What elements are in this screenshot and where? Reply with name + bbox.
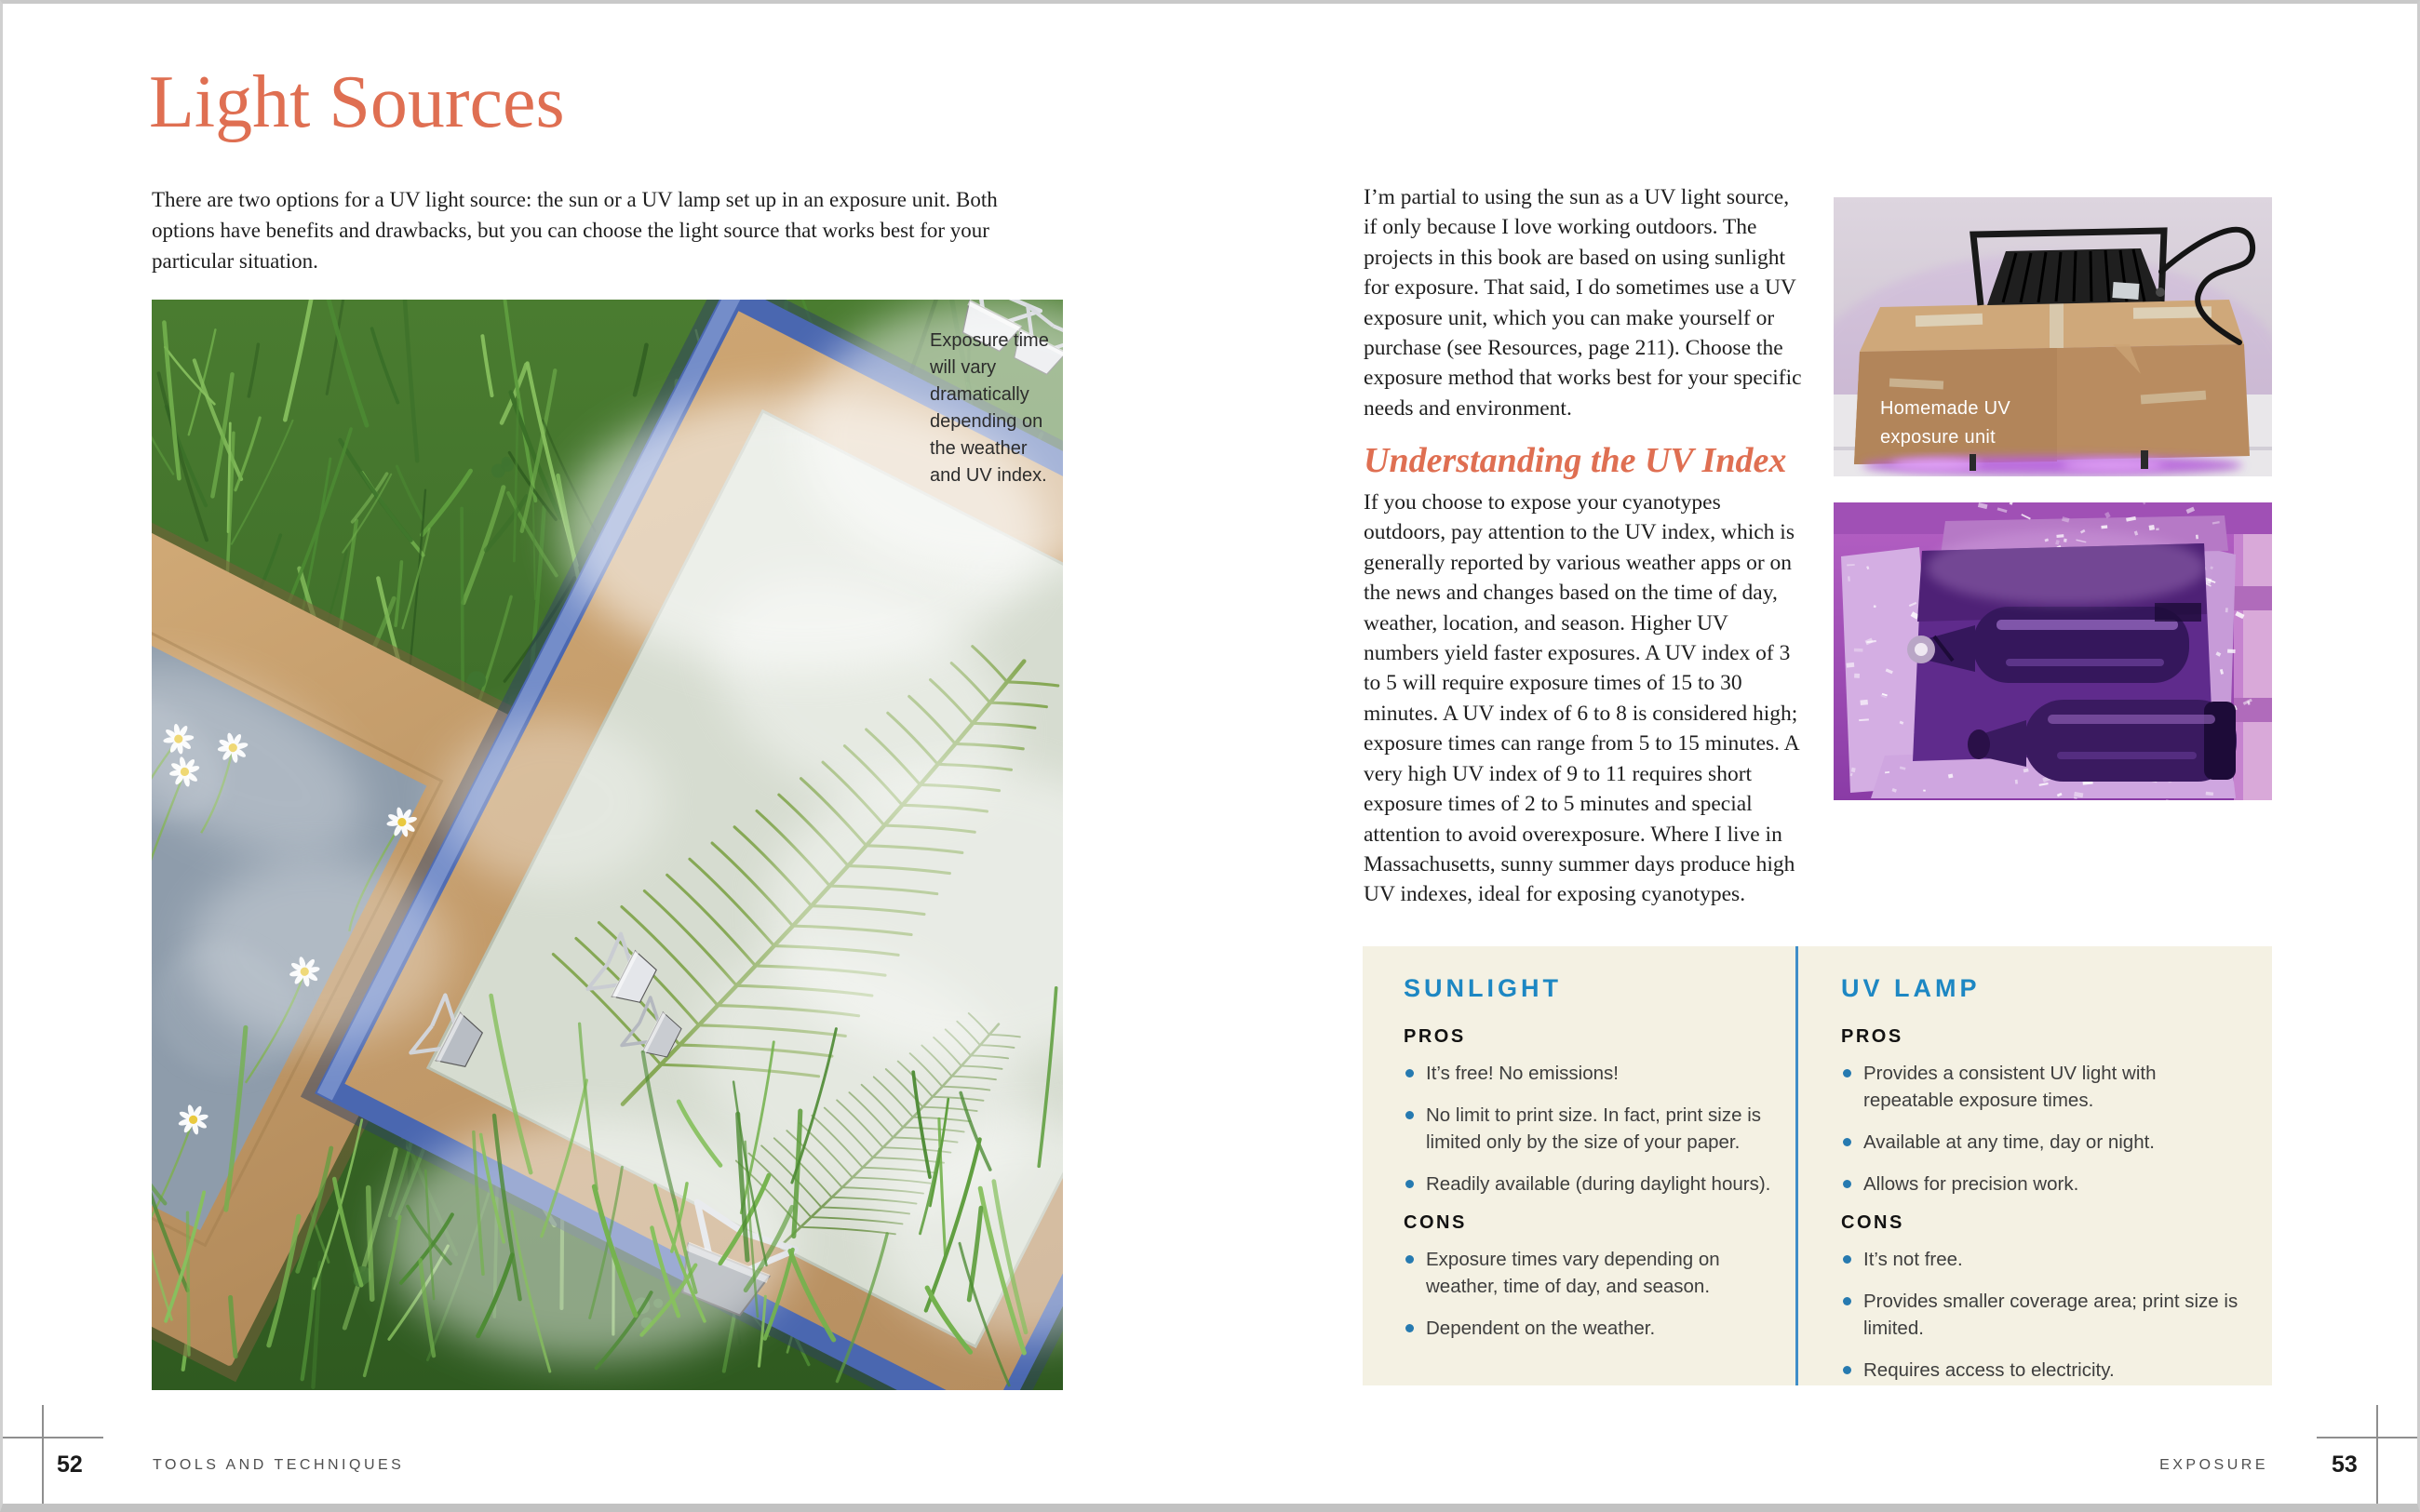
bullet-item: Provides a consistent UV light with repeatable exposure times. [1841,1060,2243,1114]
uv-lamp-column [1841,974,2243,1398]
bullet-dot [1843,1180,1851,1188]
page-number-right: 53 [2332,1452,2358,1478]
sunlight-column [1404,974,1774,1357]
bullet-dot [1405,1255,1414,1264]
bullet-dot [1405,1180,1414,1188]
footer-section-left: TOOLS AND TECHNIQUES [153,1457,405,1473]
sunlight-pros-list [1404,1060,1774,1198]
page-number-left: 52 [57,1452,83,1478]
sunlight-pros-label: PROS [1404,1026,1466,1047]
bullet-item: Requires access to electricity. [1841,1357,2243,1384]
uv-index-heading: Understanding the UV Index [1364,441,1787,481]
footer-rule-right [2317,1437,2417,1438]
right-text-column [1364,182,1805,910]
bullet-item: Dependent on the weather. [1404,1315,1774,1342]
uv-unit-photo-caption: Homemade UV exposure unit [1880,398,2011,448]
uv-lamp-cons-list [1841,1246,2243,1384]
photo-caption: Exposure time will vary dramatically depending on the weather and UV index. [930,330,1049,486]
uv-lamp-pros-label: PROS [1841,1026,1903,1047]
bullet-item: Allows for precision work. [1841,1171,2243,1198]
uv-index-paragraph: If you choose to expose your cyanotypes outdoors, pay attention to the UV index, which is generally reported by various weather apps or on the news and changes based on the time of day, weather, location, and season. Higher UV numbers yield faster exposures. A UV index of 3 to 5 will require exposure times of 15 to 30 minutes. A UV index of 6 to 8 is considered high; exposure times can range from 5 to 15 minutes. A very high UV index of 9 to 11 requires short exposure times of 2 to 5 minutes and special attention to avoid overexposure. Where I live in Massachusetts, sunny summer days produce high UV indexes, ideal for exposing cyanotypes. [1364,490,1799,907]
bullet-dot [1843,1366,1851,1374]
intro-paragraph: There are two options for a UV light source: the sun or a UV lamp set up in an exposure unit. Both options have benefits and drawbacks, but you can choose the light source that works best for your particular situation. [152,188,998,273]
footer-rule-left [3,1437,103,1438]
bullet-item: It’s not free. [1841,1246,2243,1273]
bullet-dot [1405,1111,1414,1119]
bullet-item: No limit to print size. In fact, print size is limited only by the size of your paper. [1404,1102,1774,1156]
bullet-dot [1843,1069,1851,1077]
bullet-dot [1843,1138,1851,1146]
sunlight-cons-list [1404,1246,1774,1342]
uv-lamp-cons-label: CONS [1841,1212,1904,1233]
bullet-item: Provides smaller coverage area; print size is limited. [1841,1288,2243,1342]
bullet-dot [1405,1069,1414,1077]
bullet-item: Readily available (during daylight hours). [1404,1171,1774,1198]
photo-homemade-uv-exposure-unit [1834,197,2272,476]
comparison-divider [1795,946,1798,1385]
bullet-item: It’s free! No emissions! [1404,1060,1774,1087]
bullet-dot [1843,1255,1851,1264]
bullet-dot [1843,1297,1851,1305]
bullet-dot [1405,1324,1414,1332]
uv-lamp-title: UV LAMP [1841,974,1981,1002]
sunlight-cons-label: CONS [1404,1212,1467,1233]
bullet-item: Exposure times vary depending on weather, time of day, and season. [1404,1246,1774,1300]
photo-uv-unit-interior-bottles [1834,502,2272,800]
uv-lamp-pros-list [1841,1060,2243,1198]
photo-cyanotype-frames-on-grass [152,300,1063,1390]
sunlight-vs-uvlamp-comparison [1363,946,2272,1385]
bullet-item: Available at any time, day or night. [1841,1129,2243,1156]
footer-section-right: EXPOSURE [2159,1457,2268,1473]
page-title: Light Sources [149,61,565,143]
footer-vertical-rule-right [2376,1405,2378,1507]
sunlight-title: SUNLIGHT [1404,974,1562,1002]
footer-vertical-rule-left [42,1405,44,1507]
uv-intro-paragraph: I’m partial to using the sun as a UV light source, if only because I love working outdoors. The projects in this book are based on using sunlight for exposure. That said, I do sometimes use a UV exposure unit, which you can make yourself or purchase (see Resources, page 211). Choose the exposure method that works best for your specific needs and environment. [1364,185,1802,421]
